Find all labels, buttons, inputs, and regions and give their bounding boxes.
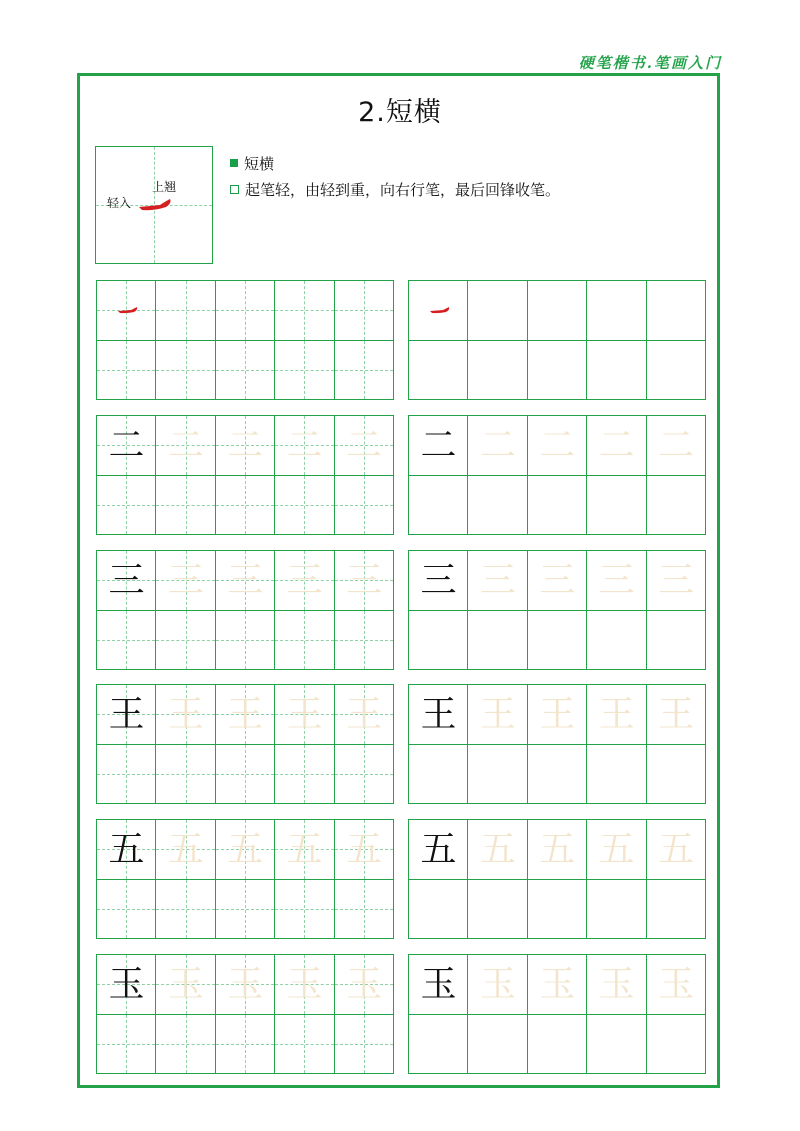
cell-guide-horizontal	[156, 909, 214, 910]
practice-block	[408, 684, 705, 803]
practice-cell[interactable]	[334, 744, 394, 805]
trace-character: 二	[346, 424, 383, 466]
practice-cell[interactable]	[155, 340, 215, 401]
practice-cell[interactable]	[155, 744, 215, 805]
model-character: 五	[108, 828, 145, 870]
practice-block	[408, 280, 705, 399]
cell-guide-horizontal	[275, 640, 333, 641]
practice-cell[interactable]	[155, 610, 215, 671]
cell-guide-horizontal	[335, 909, 393, 910]
practice-cell[interactable]	[467, 744, 527, 805]
practice-block	[96, 415, 393, 534]
cell-guide-horizontal	[275, 370, 333, 371]
practice-cell[interactable]	[527, 954, 587, 1015]
practice-cell[interactable]	[96, 340, 156, 401]
practice-cell[interactable]	[96, 684, 156, 745]
practice-cell[interactable]	[215, 610, 275, 671]
practice-cell[interactable]	[527, 550, 587, 611]
practice-cell[interactable]	[646, 954, 706, 1015]
practice-cell[interactable]	[586, 819, 646, 880]
practice-cell[interactable]	[586, 744, 646, 805]
practice-cell[interactable]	[408, 280, 468, 341]
practice-cell[interactable]	[215, 280, 275, 341]
trace-character: 五	[167, 828, 204, 870]
trace-character: 三	[598, 559, 635, 601]
trace-character: 三	[346, 559, 383, 601]
trace-character: 王	[286, 693, 323, 735]
filled-square-bullet-icon	[230, 159, 238, 167]
practice-block	[408, 954, 705, 1073]
practice-cell[interactable]	[96, 1014, 156, 1075]
practice-cell[interactable]	[586, 684, 646, 745]
cell-guide-horizontal	[275, 1044, 333, 1045]
practice-cell[interactable]	[334, 879, 394, 940]
practice-cell[interactable]	[646, 879, 706, 940]
practice-cell[interactable]	[155, 280, 215, 341]
trace-character: 王	[346, 693, 383, 735]
trace-character: 王	[227, 693, 264, 735]
practice-cell[interactable]	[467, 280, 527, 341]
cell-guide-horizontal	[156, 505, 214, 506]
practice-cell[interactable]	[155, 819, 215, 880]
trace-character: 三	[167, 559, 204, 601]
practice-cell[interactable]	[467, 550, 527, 611]
practice-cell[interactable]	[274, 1014, 334, 1075]
model-character: 三	[108, 559, 145, 601]
practice-cell[interactable]	[334, 954, 394, 1015]
practice-cell[interactable]	[467, 684, 527, 745]
practice-cell[interactable]	[215, 879, 275, 940]
practice-cell[interactable]	[215, 415, 275, 476]
practice-cell[interactable]	[155, 550, 215, 611]
practice-cell[interactable]	[467, 879, 527, 940]
practice-cell[interactable]	[527, 879, 587, 940]
practice-cell[interactable]	[96, 879, 156, 940]
book-title: 硬笔楷书.笔画入门	[578, 54, 722, 72]
cell-guide-horizontal	[216, 774, 274, 775]
trace-character: 二	[167, 424, 204, 466]
practice-cell[interactable]	[334, 280, 394, 341]
cell-guide-horizontal	[216, 1044, 274, 1045]
trace-character: 三	[479, 559, 516, 601]
practice-cell[interactable]	[96, 610, 156, 671]
model-character: 玉	[420, 963, 457, 1005]
practice-cell[interactable]	[96, 550, 156, 611]
practice-cell[interactable]	[408, 475, 468, 536]
practice-block	[408, 550, 705, 669]
practice-cell[interactable]	[586, 610, 646, 671]
practice-cell[interactable]	[586, 340, 646, 401]
practice-cell[interactable]	[527, 610, 587, 671]
trace-character: 王	[539, 693, 576, 735]
practice-cell[interactable]	[586, 415, 646, 476]
model-character: 王	[420, 693, 457, 735]
practice-cell[interactable]	[274, 340, 334, 401]
practice-cell[interactable]	[274, 819, 334, 880]
practice-cell[interactable]	[586, 879, 646, 940]
stroke-demo-box	[95, 146, 213, 264]
practice-cell[interactable]	[527, 744, 587, 805]
practice-cell[interactable]	[155, 954, 215, 1015]
practice-cell[interactable]	[96, 415, 156, 476]
trace-character: 二	[227, 424, 264, 466]
practice-cell[interactable]	[527, 340, 587, 401]
practice-cell[interactable]	[586, 954, 646, 1015]
trace-character: 王	[598, 693, 635, 735]
short-horizontal-stroke-icon	[136, 195, 176, 215]
practice-cell[interactable]	[527, 684, 587, 745]
practice-cell[interactable]	[334, 415, 394, 476]
practice-cell[interactable]	[408, 819, 468, 880]
practice-cell[interactable]	[408, 879, 468, 940]
trace-character: 三	[227, 559, 264, 601]
practice-cell[interactable]	[155, 415, 215, 476]
practice-cell[interactable]	[646, 415, 706, 476]
practice-cell[interactable]	[408, 610, 468, 671]
practice-cell[interactable]	[527, 819, 587, 880]
practice-cell[interactable]	[155, 1014, 215, 1075]
practice-cell[interactable]	[467, 1014, 527, 1075]
cell-guide-horizontal	[275, 774, 333, 775]
practice-cell[interactable]	[334, 684, 394, 745]
practice-cell[interactable]	[646, 280, 706, 341]
trace-character: 玉	[598, 963, 635, 1005]
trace-character: 二	[539, 424, 576, 466]
model-character: 三	[420, 559, 457, 601]
practice-cell[interactable]	[274, 744, 334, 805]
practice-cell[interactable]	[408, 550, 468, 611]
cell-guide-horizontal	[275, 505, 333, 506]
trace-character: 五	[598, 828, 635, 870]
lesson-title: 2.短横	[358, 97, 442, 128]
cell-guide-horizontal	[335, 640, 393, 641]
demo-label-upturn: 上翘	[152, 180, 177, 194]
cell-guide-horizontal	[156, 370, 214, 371]
practice-cell[interactable]	[96, 744, 156, 805]
trace-character: 王	[167, 693, 204, 735]
model-character: 王	[108, 693, 145, 735]
practice-cell[interactable]	[96, 954, 156, 1015]
model-character: 五	[420, 828, 457, 870]
practice-cell[interactable]	[646, 550, 706, 611]
cell-guide-horizontal	[216, 640, 274, 641]
cell-guide-horizontal	[335, 774, 393, 775]
practice-cell[interactable]	[646, 475, 706, 536]
practice-cell[interactable]	[408, 1014, 468, 1075]
cell-guide-horizontal	[216, 909, 274, 910]
cell-guide-horizontal	[216, 370, 274, 371]
practice-cell[interactable]	[408, 340, 468, 401]
practice-cell[interactable]	[96, 475, 156, 536]
cell-guide-horizontal	[156, 774, 214, 775]
cell-guide-horizontal	[97, 1044, 155, 1045]
trace-character: 三	[286, 559, 323, 601]
practice-cell[interactable]	[215, 744, 275, 805]
practice-cell[interactable]	[467, 475, 527, 536]
practice-block	[408, 415, 705, 534]
trace-character: 五	[227, 828, 264, 870]
trace-character: 二	[479, 424, 516, 466]
trace-character: 玉	[346, 963, 383, 1005]
cell-guide-horizontal	[97, 909, 155, 910]
practice-block	[96, 684, 393, 803]
cell-guide-horizontal	[156, 640, 214, 641]
practice-block	[96, 550, 393, 669]
practice-cell[interactable]	[646, 1014, 706, 1075]
cell-guide-horizontal	[97, 505, 155, 506]
practice-cell[interactable]	[408, 415, 468, 476]
practice-cell[interactable]	[274, 879, 334, 940]
practice-cell[interactable]	[334, 475, 394, 536]
trace-character: 五	[346, 828, 383, 870]
stroke-instructions: 起笔轻，由轻到重，向右行笔，最后回锋收笔。	[245, 180, 561, 199]
practice-cell[interactable]	[646, 340, 706, 401]
practice-cell[interactable]	[334, 1014, 394, 1075]
practice-cell[interactable]	[408, 954, 468, 1015]
practice-cell[interactable]	[215, 340, 275, 401]
trace-character: 王	[479, 693, 516, 735]
practice-cell[interactable]	[408, 684, 468, 745]
practice-cell[interactable]	[274, 280, 334, 341]
short-horizontal-stroke-icon	[116, 305, 140, 315]
cell-guide-horizontal	[156, 1044, 214, 1045]
practice-cell[interactable]	[467, 340, 527, 401]
cell-guide-horizontal	[335, 370, 393, 371]
trace-character: 五	[479, 828, 516, 870]
model-character: 二	[108, 424, 145, 466]
practice-cell[interactable]	[334, 610, 394, 671]
demo-label-light-entry: 轻入	[107, 196, 132, 210]
practice-cell[interactable]	[646, 744, 706, 805]
practice-cell[interactable]	[274, 415, 334, 476]
cell-guide-horizontal	[335, 310, 393, 311]
trace-character: 王	[658, 693, 695, 735]
practice-cell[interactable]	[467, 415, 527, 476]
practice-cell[interactable]	[215, 684, 275, 745]
short-horizontal-stroke-icon	[428, 305, 452, 315]
practice-cell[interactable]	[586, 550, 646, 611]
practice-cell[interactable]	[215, 475, 275, 536]
practice-cell[interactable]	[646, 610, 706, 671]
trace-character: 玉	[286, 963, 323, 1005]
trace-character: 五	[658, 828, 695, 870]
model-character: 二	[420, 424, 457, 466]
trace-character: 玉	[167, 963, 204, 1005]
practice-cell[interactable]	[334, 340, 394, 401]
practice-cell[interactable]	[96, 280, 156, 341]
practice-cell[interactable]	[155, 475, 215, 536]
cell-guide-horizontal	[97, 370, 155, 371]
stroke-description	[230, 150, 560, 202]
trace-character: 玉	[479, 963, 516, 1005]
practice-cell[interactable]	[215, 1014, 275, 1075]
practice-cell[interactable]	[334, 819, 394, 880]
practice-cell[interactable]	[646, 684, 706, 745]
cell-guide-horizontal	[156, 310, 214, 311]
trace-character: 三	[658, 559, 695, 601]
practice-cell[interactable]	[527, 280, 587, 341]
practice-cell[interactable]	[467, 610, 527, 671]
practice-cell[interactable]	[215, 819, 275, 880]
practice-cell[interactable]	[646, 819, 706, 880]
cell-guide-horizontal	[275, 310, 333, 311]
practice-cell[interactable]	[467, 819, 527, 880]
cell-guide-horizontal	[335, 505, 393, 506]
practice-cell[interactable]	[274, 475, 334, 536]
cell-guide-horizontal	[216, 310, 274, 311]
trace-character: 玉	[658, 963, 695, 1005]
practice-block	[96, 954, 393, 1073]
trace-character: 二	[286, 424, 323, 466]
practice-cell[interactable]	[274, 684, 334, 745]
practice-cell[interactable]	[274, 610, 334, 671]
practice-block	[408, 819, 705, 938]
cell-guide-horizontal	[97, 774, 155, 775]
trace-character: 五	[286, 828, 323, 870]
practice-cell[interactable]	[96, 819, 156, 880]
practice-cell[interactable]	[467, 954, 527, 1015]
practice-cell[interactable]	[274, 954, 334, 1015]
practice-cell[interactable]	[334, 550, 394, 611]
trace-character: 二	[598, 424, 635, 466]
cell-guide-horizontal	[216, 505, 274, 506]
cell-guide-horizontal	[275, 909, 333, 910]
practice-cell[interactable]	[155, 684, 215, 745]
practice-block	[96, 280, 393, 399]
practice-cell[interactable]	[215, 954, 275, 1015]
trace-character: 五	[539, 828, 576, 870]
practice-block	[96, 819, 393, 938]
practice-cell[interactable]	[527, 415, 587, 476]
cell-guide-horizontal	[335, 1044, 393, 1045]
practice-cell[interactable]	[586, 475, 646, 536]
practice-cell[interactable]	[586, 1014, 646, 1075]
hollow-square-bullet-icon	[230, 185, 239, 194]
cell-guide-horizontal	[97, 640, 155, 641]
model-character: 玉	[108, 963, 145, 1005]
trace-character: 二	[658, 424, 695, 466]
stroke-name: 短横	[244, 154, 275, 173]
trace-character: 玉	[539, 963, 576, 1005]
trace-character: 玉	[227, 963, 264, 1005]
practice-cell[interactable]	[274, 550, 334, 611]
practice-cell[interactable]	[527, 475, 587, 536]
practice-cell[interactable]	[586, 280, 646, 341]
practice-cell[interactable]	[215, 550, 275, 611]
trace-character: 三	[539, 559, 576, 601]
practice-cell[interactable]	[155, 879, 215, 940]
practice-cell[interactable]	[527, 1014, 587, 1075]
practice-cell[interactable]	[408, 744, 468, 805]
